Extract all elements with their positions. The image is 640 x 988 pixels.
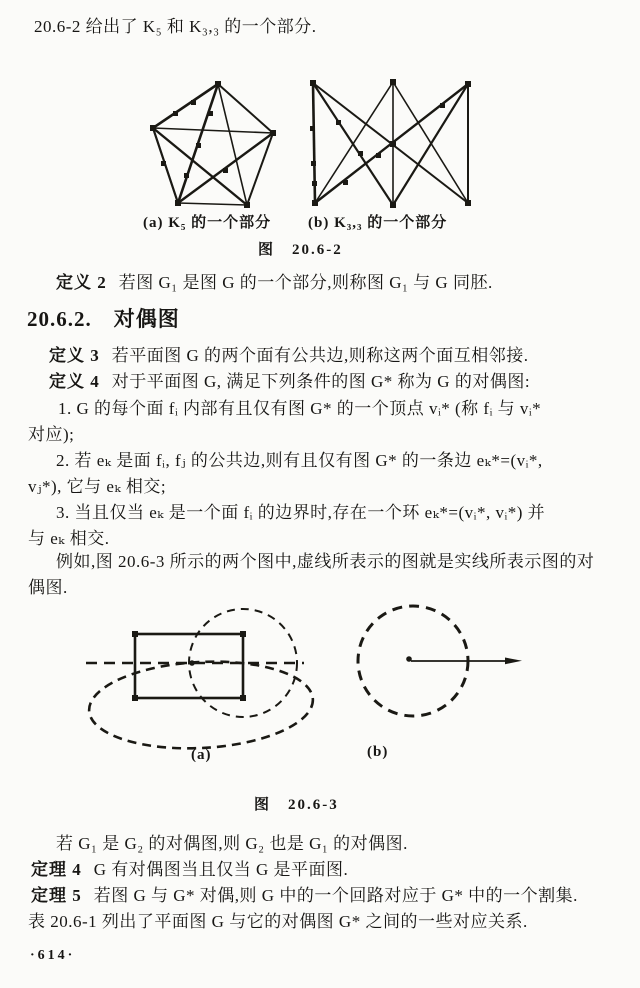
intro-line: 20.6-2 给出了 K₅ 和 K₃,₃ 的一个部分. xyxy=(34,17,317,36)
definition-3-term: 定义 3 xyxy=(49,346,100,365)
definition-4-term: 定义 4 xyxy=(49,372,100,391)
section-number: 20.6.2. xyxy=(27,307,92,331)
definition-4 xyxy=(49,371,530,393)
fig3-caption-b: (b) xyxy=(367,744,389,760)
page-number: ·614· xyxy=(30,948,76,963)
definition-2-term: 定义 2 xyxy=(56,273,107,292)
k5-graph xyxy=(150,81,276,208)
definition-3-body: 若平面图 G 的两个面有公共边,则称这两个面互相邻接. xyxy=(111,346,529,365)
example-line-1: 例如,图 20.6-3 所示的两个图中,虚线所表示的图就是实线所表示图的对 xyxy=(56,552,595,571)
condition-2-line-2: vⱼ*), 它与 eₖ 相交; xyxy=(28,477,167,496)
section-title: 对偶图 xyxy=(113,307,180,331)
k5-subdivision-dots xyxy=(161,100,228,178)
table-reference-sentence: 表 20.6-1 列出了平面图 G 与它的对偶图 G* 之间的一些对应关系. xyxy=(28,912,528,931)
definition-4-body: 对于平面图 G, 满足下列条件的图 G* 称为 G 的对偶图: xyxy=(111,372,531,391)
condition-3-line-1: 3. 当且仅当 eₖ 是一个面 fᵢ 的边界时,存在一个环 eₖ*=(vᵢ*, vᵢ*) 并 xyxy=(56,503,546,522)
condition-2-line-1: 2. 若 eₖ 是面 fᵢ, fⱼ 的公共边,则有且仅有图 G* 的一条边 eₖ*=(vᵢ*, xyxy=(56,451,543,470)
definition-2-body: 若图 G₁ 是图 G 的一个部分,则称图 G₁ 与 G 同胚. xyxy=(118,273,493,292)
primal-rectangle xyxy=(135,634,243,698)
condition-3-line-2: 与 eₖ 相交. xyxy=(28,529,110,548)
k33-subdivision-dots xyxy=(310,103,445,186)
condition-1-line-1: 1. G 的每个面 fᵢ 内部有且仅有图 G* 的一个顶点 vᵢ* (称 fᵢ 与 vᵢ* xyxy=(58,399,542,418)
theorem-4 xyxy=(31,859,348,881)
fig2-label: 图 20.6-2 xyxy=(258,242,343,258)
dual-outer-ellipse xyxy=(87,656,315,754)
section-heading xyxy=(27,303,180,333)
fig3a-drawing xyxy=(86,609,315,754)
fig2-caption-a: (a) K₅ 的一个部分 xyxy=(143,215,272,231)
center-vertex-dot xyxy=(406,656,412,662)
edge-end-dot xyxy=(505,658,522,665)
theorem-5-body: 若图 G 与 G* 对偶,则 G 中的一个回路对应于 G* 中的一个割集. xyxy=(93,886,578,905)
example-line-2: 偶图. xyxy=(28,578,68,597)
dual-symmetry-sentence: 若 G₁ 是 G₂ 的对偶图,则 G₂ 也是 G₁ 的对偶图. xyxy=(56,834,408,853)
rectangle-corner-dots xyxy=(132,631,246,701)
condition-1-line-2: 对应); xyxy=(28,425,75,444)
fig3-label: 图 20.6-3 xyxy=(254,797,339,813)
theorem-4-body: G 有对偶图当且仅当 G 是平面图. xyxy=(93,860,349,879)
fig3-caption-a: (a) xyxy=(191,747,212,763)
fig2-caption-b: (b) K₃,₃ 的一个部分 xyxy=(308,215,448,231)
dual-vertex-dot xyxy=(189,660,195,666)
theorem-5-term: 定理 5 xyxy=(31,886,82,905)
k33-graph xyxy=(310,79,471,208)
fig3b-drawing xyxy=(358,606,522,716)
theorem-4-term: 定理 4 xyxy=(31,860,82,879)
definition-2 xyxy=(56,272,493,294)
figure-20-6-2-graphs xyxy=(0,70,640,218)
figure-20-6-3-graphs xyxy=(0,596,640,764)
definition-3 xyxy=(49,345,529,367)
theorem-5 xyxy=(31,885,578,907)
